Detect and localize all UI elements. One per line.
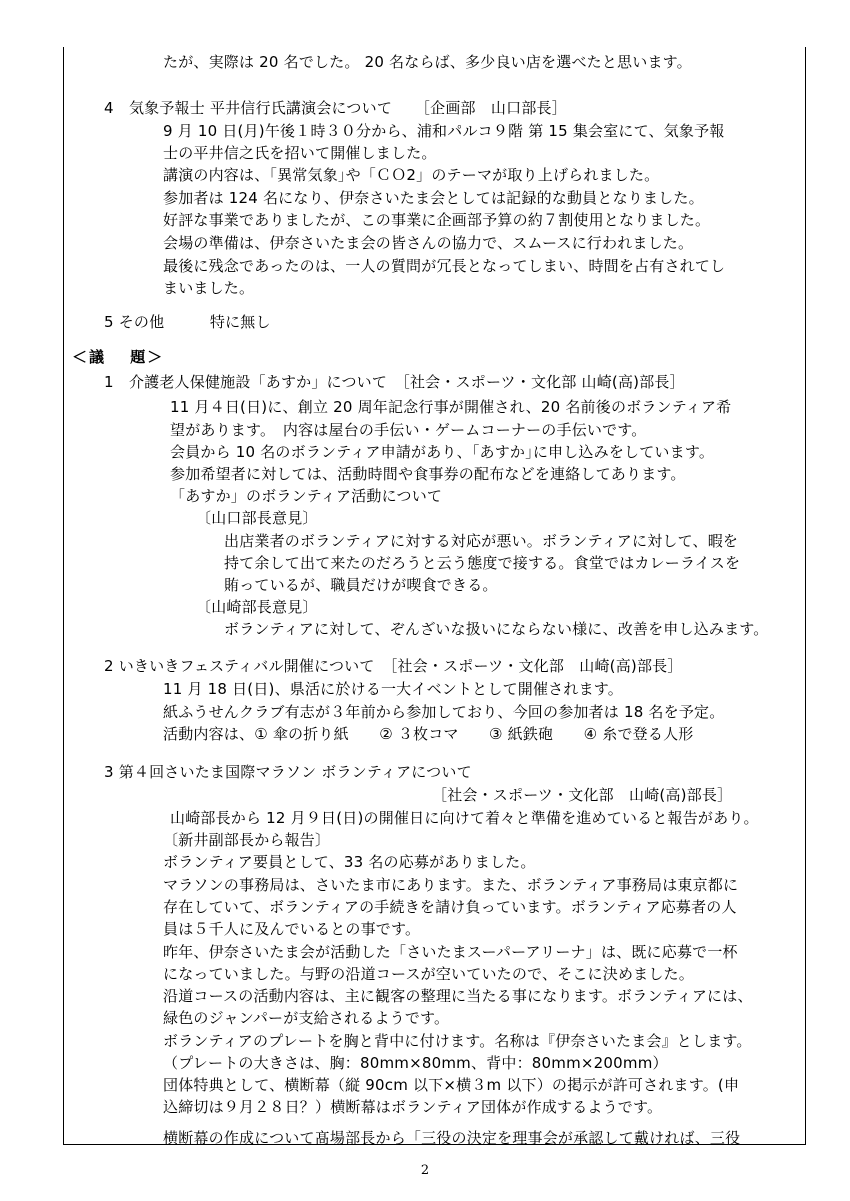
- section-heading: 3 第４回さいたま国際マラソン ボランティアについて: [104, 763, 472, 781]
- text-line: 参加希望者に対しては、活動時間や食事券の配布などを連絡してあります。: [170, 465, 686, 483]
- page-number: 2: [420, 1163, 430, 1178]
- text-line: 望があります。 内容は屋台の手伝い・ゲームコーナーの手伝いです。: [170, 421, 647, 439]
- text-line: 講演の内容は、｢異常気象｣や「ＣＯ2」のテーマが取り上げられました。: [163, 166, 660, 184]
- text-line: 込締切は９月２８日？）横断幕はボランティア団体が作成するようです。: [163, 1098, 663, 1116]
- text-line: 9 月 10 日(月)午後１時３０分から、浦和パルコ９階 第 15 集会室にて、気象予報: [163, 122, 725, 140]
- text-line: 「あすか」のボランティア活動について: [170, 487, 443, 505]
- text-line: 横断幕の作成について髙場部長から「三役の決定を理事会が承認して戴ければ、三役: [163, 1129, 741, 1147]
- text-line: 11 月４日(日)に、創立 20 周年記念行事が開催され、20 名前後のボランティア希: [170, 398, 732, 416]
- text-line: になっていました。与野の沿道コースが空いていたので、そこに決めました。: [163, 965, 694, 983]
- text-line: 会場の準備は、伊奈さいたま会の皆さんの協力で、スムースに行われました。: [163, 234, 694, 252]
- text-line: 最後に残念であったのは、一人の質問が冗長となってしまい、時間を占有されてし: [163, 257, 726, 275]
- text-line: 沿道コースの活動内容は、主に観客の整理に当たる事になります。ボランティアには、: [163, 987, 753, 1005]
- text-line: 山崎部長から 12 月９日(日)の開催日に向けて着々と準備を進めていると報告があり。: [170, 809, 759, 827]
- text-line: 好評な事業でありましたが、この事業に企画部予算の約７割使用となりました。: [163, 211, 711, 229]
- text-line: 存在していて、ボランティアの手続きを請け負っています。ボランティア応募者の人: [163, 898, 737, 916]
- text-line: 員は５千人に及んでいるとの事です。: [163, 920, 421, 938]
- agenda-heading: ＜議 題＞: [72, 348, 165, 366]
- text-line: 士の平井信之氏を招いて開催しました。: [163, 144, 437, 162]
- text-line: 11 月 18 日(日)、県活に於ける一大イベントとして開催されます。: [163, 680, 623, 698]
- text-line: まいました。: [163, 279, 255, 297]
- report-label: 〔新井副部長から報告〕: [163, 831, 331, 849]
- text-line: 持て余して出て来たのだろうと云う態度で接する。食堂ではカレーライスを: [224, 554, 741, 572]
- text-line: 出店業者のボランティアに対する対応が悪い。ボランティアに対して、暇を: [224, 532, 739, 550]
- text-line: ボランティアに対して、ぞんざいな扱いにならない様に、改善を申し込みます。: [224, 620, 769, 638]
- text-line: ボランティア要員として、33 名の応募がありました。: [163, 853, 536, 871]
- text-line: 昨年、伊奈さいたま会が活動した「さいたまスーパーアリーナ」は、既に応募で一杯: [163, 943, 738, 961]
- text-line: ボランティアのプレートを胸と背中に付けます。名称は『伊奈さいたま会』とします。: [163, 1032, 752, 1050]
- text-line: （プレートの大きさは、胸：80mm×80mm、背中：80mm×200mm）: [163, 1054, 668, 1072]
- text-line: 紙ふうせんクラブ有志が３年前から参加しており、今回の参加者は 18 名を予定。: [163, 703, 725, 721]
- text-line: たが、実際は 20 名でした。 20 名ならば、多少良い店を選べたと思います。: [163, 53, 692, 71]
- text-line: 活動内容は、① 傘の折り紙 ② ３枚コマ ③ 紙鉄砲 ④ 糸で登る人形: [163, 725, 694, 743]
- opinion-label: 〔山崎部長意見〕: [196, 598, 318, 616]
- text-line: 参加者は 124 名になり、伊奈さいたま会としては記録的な動員となりました。: [163, 189, 704, 207]
- text-line: マラソンの事務局は、さいたま市にあります。また、ボランティア事務局は東京都に: [163, 876, 739, 894]
- text-line: 団体特典として、横断幕（縦 90cm 以下×横３m 以下）の掲示が許可されます。(申: [163, 1076, 740, 1094]
- text-line: 賄っているが、職員だけが喫食できる。: [224, 576, 498, 594]
- section-heading: 5 その他 特に無し: [104, 313, 271, 331]
- section-heading: 2 いきいきフェスティバル開催について ［社会・スポーツ・文化部 山崎(高)部長］: [104, 657, 683, 675]
- section-department: ［社会・スポーツ・文化部 山崎(高)部長］: [432, 786, 733, 804]
- text-line: 会員から 10 名のボランティア申請があり、｢あすか｣に申し込みをしています。: [170, 443, 715, 461]
- opinion-label: 〔山口部長意見〕: [196, 509, 318, 527]
- section-heading: 4 気象予報士 平井信行氏講演会について ［企画部 山口部長］: [104, 99, 567, 117]
- text-line: 緑色のジャンパーが支給されるようです。: [163, 1009, 450, 1027]
- section-heading: 1 介護老人保健施設「あすか」について ［社会・スポーツ・文化部 山崎(高)部長］: [104, 373, 685, 391]
